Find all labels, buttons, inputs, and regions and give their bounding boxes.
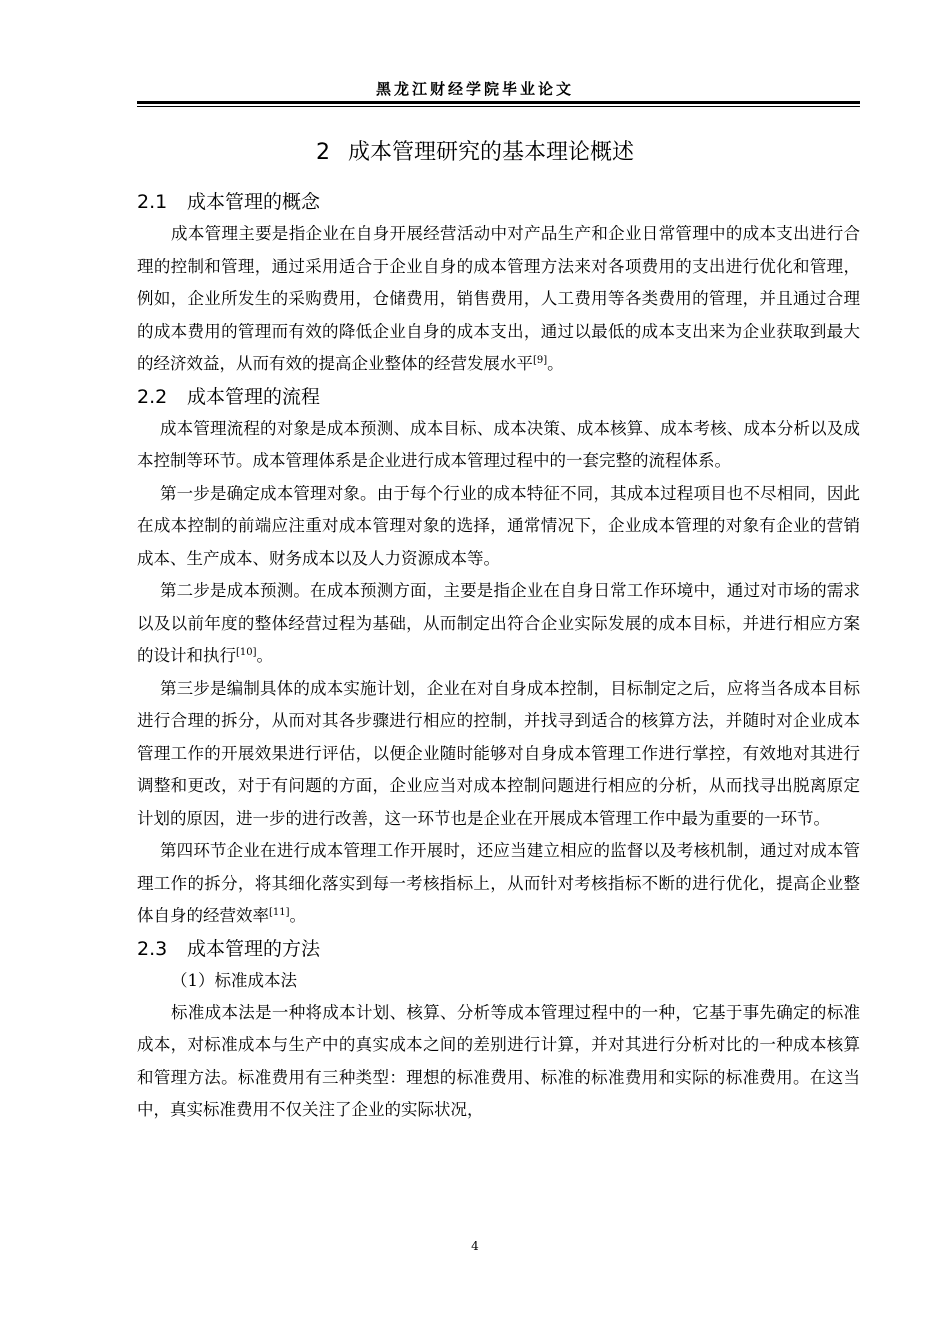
section-heading-2-3 [137,933,860,965]
subheading: （1）标准成本法 [171,970,297,990]
section-heading-2-2 [137,381,860,413]
chapter-title-text: 成本管理研究的基本理论概述 [347,140,634,165]
paragraph-end: 。 [289,906,307,925]
paragraph [137,835,860,933]
running-header: 黑龙江财经学院毕业论文 [375,80,574,98]
section-title: 成本管理的方法 [187,937,321,960]
section-number: 2.1 [137,191,168,213]
chapter-number: 2 [315,140,330,165]
paragraph-text: 第二步是成本预测。在成本预测方面，主要是指企业在自身日常工作环境中，通过对市场的需求以及以前年度的整体经营过程为基础，从而制定出符合企业实际发展的成本目标，并进行相应方案的设计和执行 [137,581,860,665]
section-title: 成本管理的概念 [187,191,321,213]
paragraph-end: 。 [256,646,274,665]
paragraph: 第三步是编制具体的成本实施计划，企业在对自身成本控制，目标制定之后，应将当各成本目标进行合理的拆分，从而对其各步骤进行相应的控制，并找寻到适合的核算方法，并随时对企业成本管理工作的开展效果进行评估，以便企业随时能够对自身成本管理工作进行掌控，有效地对其进行调整和更改，对于有问题的方面，企业应当对成本控制问题进行相应的分析，从而找寻出脱离原定计划的原因，进一步的进行改善，这一环节也是企业在开展成本管理工作中最为重要的一环节。 [137,678,860,828]
header-rule-thick [137,101,860,104]
paragraph-end: 。 [547,354,564,373]
citation: [9] [533,355,548,366]
section-title: 成本管理的流程 [187,385,321,408]
citation: [10] [236,647,257,658]
paragraph-text: 第四环节企业在进行成本管理工作开展时，还应当建立相应的监督以及考核机制，通过对成本管理工作的拆分，将其细化落实到每一考核指标上，从而针对考核指标不断的进行优化，提高企业整体自身的经营效率 [137,841,860,925]
section-heading-2-1 [137,186,860,218]
paragraph: 成本管理流程的对象是成本预测、成本目标、成本决策、成本核算、成本考核、成本分析以及成本控制等环节。成本管理体系是企业进行成本管理过程中的一套完整的流程体系。 [137,418,860,470]
paragraph: 标准成本法是一种将成本计划、核算、分析等成本管理过程中的一种，它基于事先确定的标准成本，对标准成本与生产中的真实成本之间的差别进行计算，并对其进行分析对比的一种成本核算和管理方法。标准费用有三种类型：理想的标准费用、标准的标准费用和实际的标准费用。在这当中，真实标准费用不仅关注了企业的实际状况， [137,1002,860,1119]
paragraph [137,218,860,381]
citation: [11] [269,907,290,918]
section-number: 2.3 [137,937,168,960]
paragraph [137,575,860,673]
body-content [137,186,860,1127]
chapter-title [0,135,950,166]
paragraph: 第一步是确定成本管理对象。由于每个行业的成本特征不同，其成本过程项目也不尽相同，因此在成本控制的前端应注重对成本管理对象的选择，通常情况下，企业成本管理的对象有企业的营销成本、生产成本、财务成本以及人力资源成本等。 [137,483,860,568]
page-number: 4 [471,1239,479,1253]
header-rule-thin [137,106,860,107]
section-number: 2.2 [137,385,168,408]
paragraph-text: 成本管理主要是指企业在自身开展经营活动中对产品生产和企业日常管理中的成本支出进行合理的控制和管理，通过采用适合于企业自身的成本管理方法来对各项费用的支出进行优化和管理，例如，企业所发生的采购费用，仓储费用，销售费用，人工费用等各类费用的管理，并且通过合理的成本费用的管理而有效的降低企业自身的成本支出，通过以最低的成本支出来为企业获取到最大的经济效益，从而有效的提高企业整体的经营发展水平 [137,224,860,373]
